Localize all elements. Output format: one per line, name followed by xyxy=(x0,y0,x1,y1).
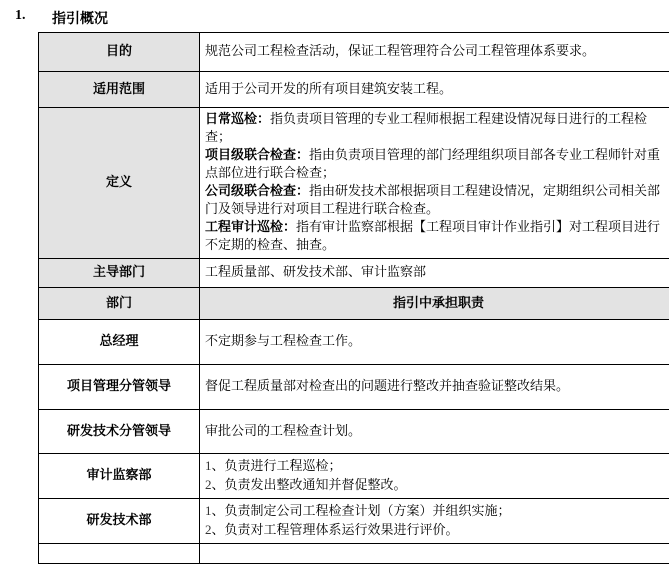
table-row xyxy=(39,33,669,72)
lead-dept-text: 工程质量部、研发技术部、审计监察部 xyxy=(200,259,669,288)
table-row xyxy=(39,320,669,365)
dept-header: 部门 xyxy=(39,288,200,320)
duty-line: 、负责进行工程巡检； xyxy=(212,459,342,474)
table-row xyxy=(39,259,669,288)
table-row xyxy=(39,410,669,454)
purpose-label: 目的 xyxy=(39,33,200,72)
empty-cell xyxy=(200,544,669,564)
dept-name: 总经理 xyxy=(39,320,200,365)
item-number: 1 xyxy=(205,458,212,473)
definition-term: 日常巡检： xyxy=(205,112,270,127)
duties-header-row xyxy=(39,288,669,320)
table-row xyxy=(39,454,669,499)
table-row xyxy=(39,544,669,564)
dept-name: 研发技术部 xyxy=(39,499,200,544)
dept-name: 项目管理分管领导 xyxy=(39,365,200,410)
duty-text: 审批公司的工程检查计划。 xyxy=(200,410,669,454)
definition-desc: 指由负责项目管理的部门经理组织项目部各专业工程师针对重点部位进行联合检查； xyxy=(205,148,660,181)
definition-desc: 指有审计监察部根据【工程项目审计作业指引】对工程项目进行不定期的检查、抽查。 xyxy=(205,220,660,253)
duty-line: 、负责制定公司工程检查计划（方案）并组织实施； xyxy=(212,504,511,519)
dept-name: 研发技术分管领导 xyxy=(39,410,200,454)
dept-name: 审计监察部 xyxy=(39,454,200,499)
item-number: 2 xyxy=(205,522,212,537)
table-row xyxy=(39,72,669,108)
section-number: 1. xyxy=(15,8,26,24)
table-row xyxy=(39,365,669,410)
definition-text xyxy=(200,108,669,259)
definition-item xyxy=(205,183,669,219)
duty-text: 督促工程质量部对检查出的问题进行整改并抽查验证整改结果。 xyxy=(200,365,669,410)
item-number: 2 xyxy=(205,477,212,492)
duty-header: 指引中承担职责 xyxy=(200,288,669,320)
definition-label: 定义 xyxy=(39,108,200,259)
definition-desc: 指由研发技术部根据项目工程建设情况，定期组织公司相关部门及领导进行对项目工程进行联合检查。 xyxy=(205,184,660,217)
scope-text: 适用于公司开发的所有项目建筑安装工程。 xyxy=(200,72,669,108)
table-row xyxy=(39,499,669,544)
empty-cell xyxy=(39,544,200,564)
duty-line: 、负责对工程管理体系运行效果进行评价。 xyxy=(212,523,459,538)
scope-label: 适用范围 xyxy=(39,72,200,108)
table-row xyxy=(39,108,669,259)
definition-desc: 指负责项目管理的专业工程师根据工程建设情况每日进行的工程检查； xyxy=(205,112,647,145)
definition-item xyxy=(205,111,669,147)
lead-dept-label: 主导部门 xyxy=(39,259,200,288)
definition-term: 工程审计巡检： xyxy=(205,220,296,235)
definition-item xyxy=(205,219,669,255)
duty-text xyxy=(200,454,669,499)
guideline-table xyxy=(38,32,669,564)
duty-text xyxy=(200,499,669,544)
definition-term: 公司级联合检查： xyxy=(205,184,309,199)
duty-line: 、负责发出整改通知并督促整改。 xyxy=(212,478,407,493)
item-number: 1 xyxy=(205,503,212,518)
definition-term: 项目级联合检查： xyxy=(205,148,309,163)
section-title: 指引概况 xyxy=(52,8,108,28)
duty-text: 不定期参与工程检查工作。 xyxy=(200,320,669,365)
purpose-text: 规范公司工程检查活动，保证工程管理符合公司工程管理体系要求。 xyxy=(200,33,669,72)
definition-item xyxy=(205,147,669,183)
